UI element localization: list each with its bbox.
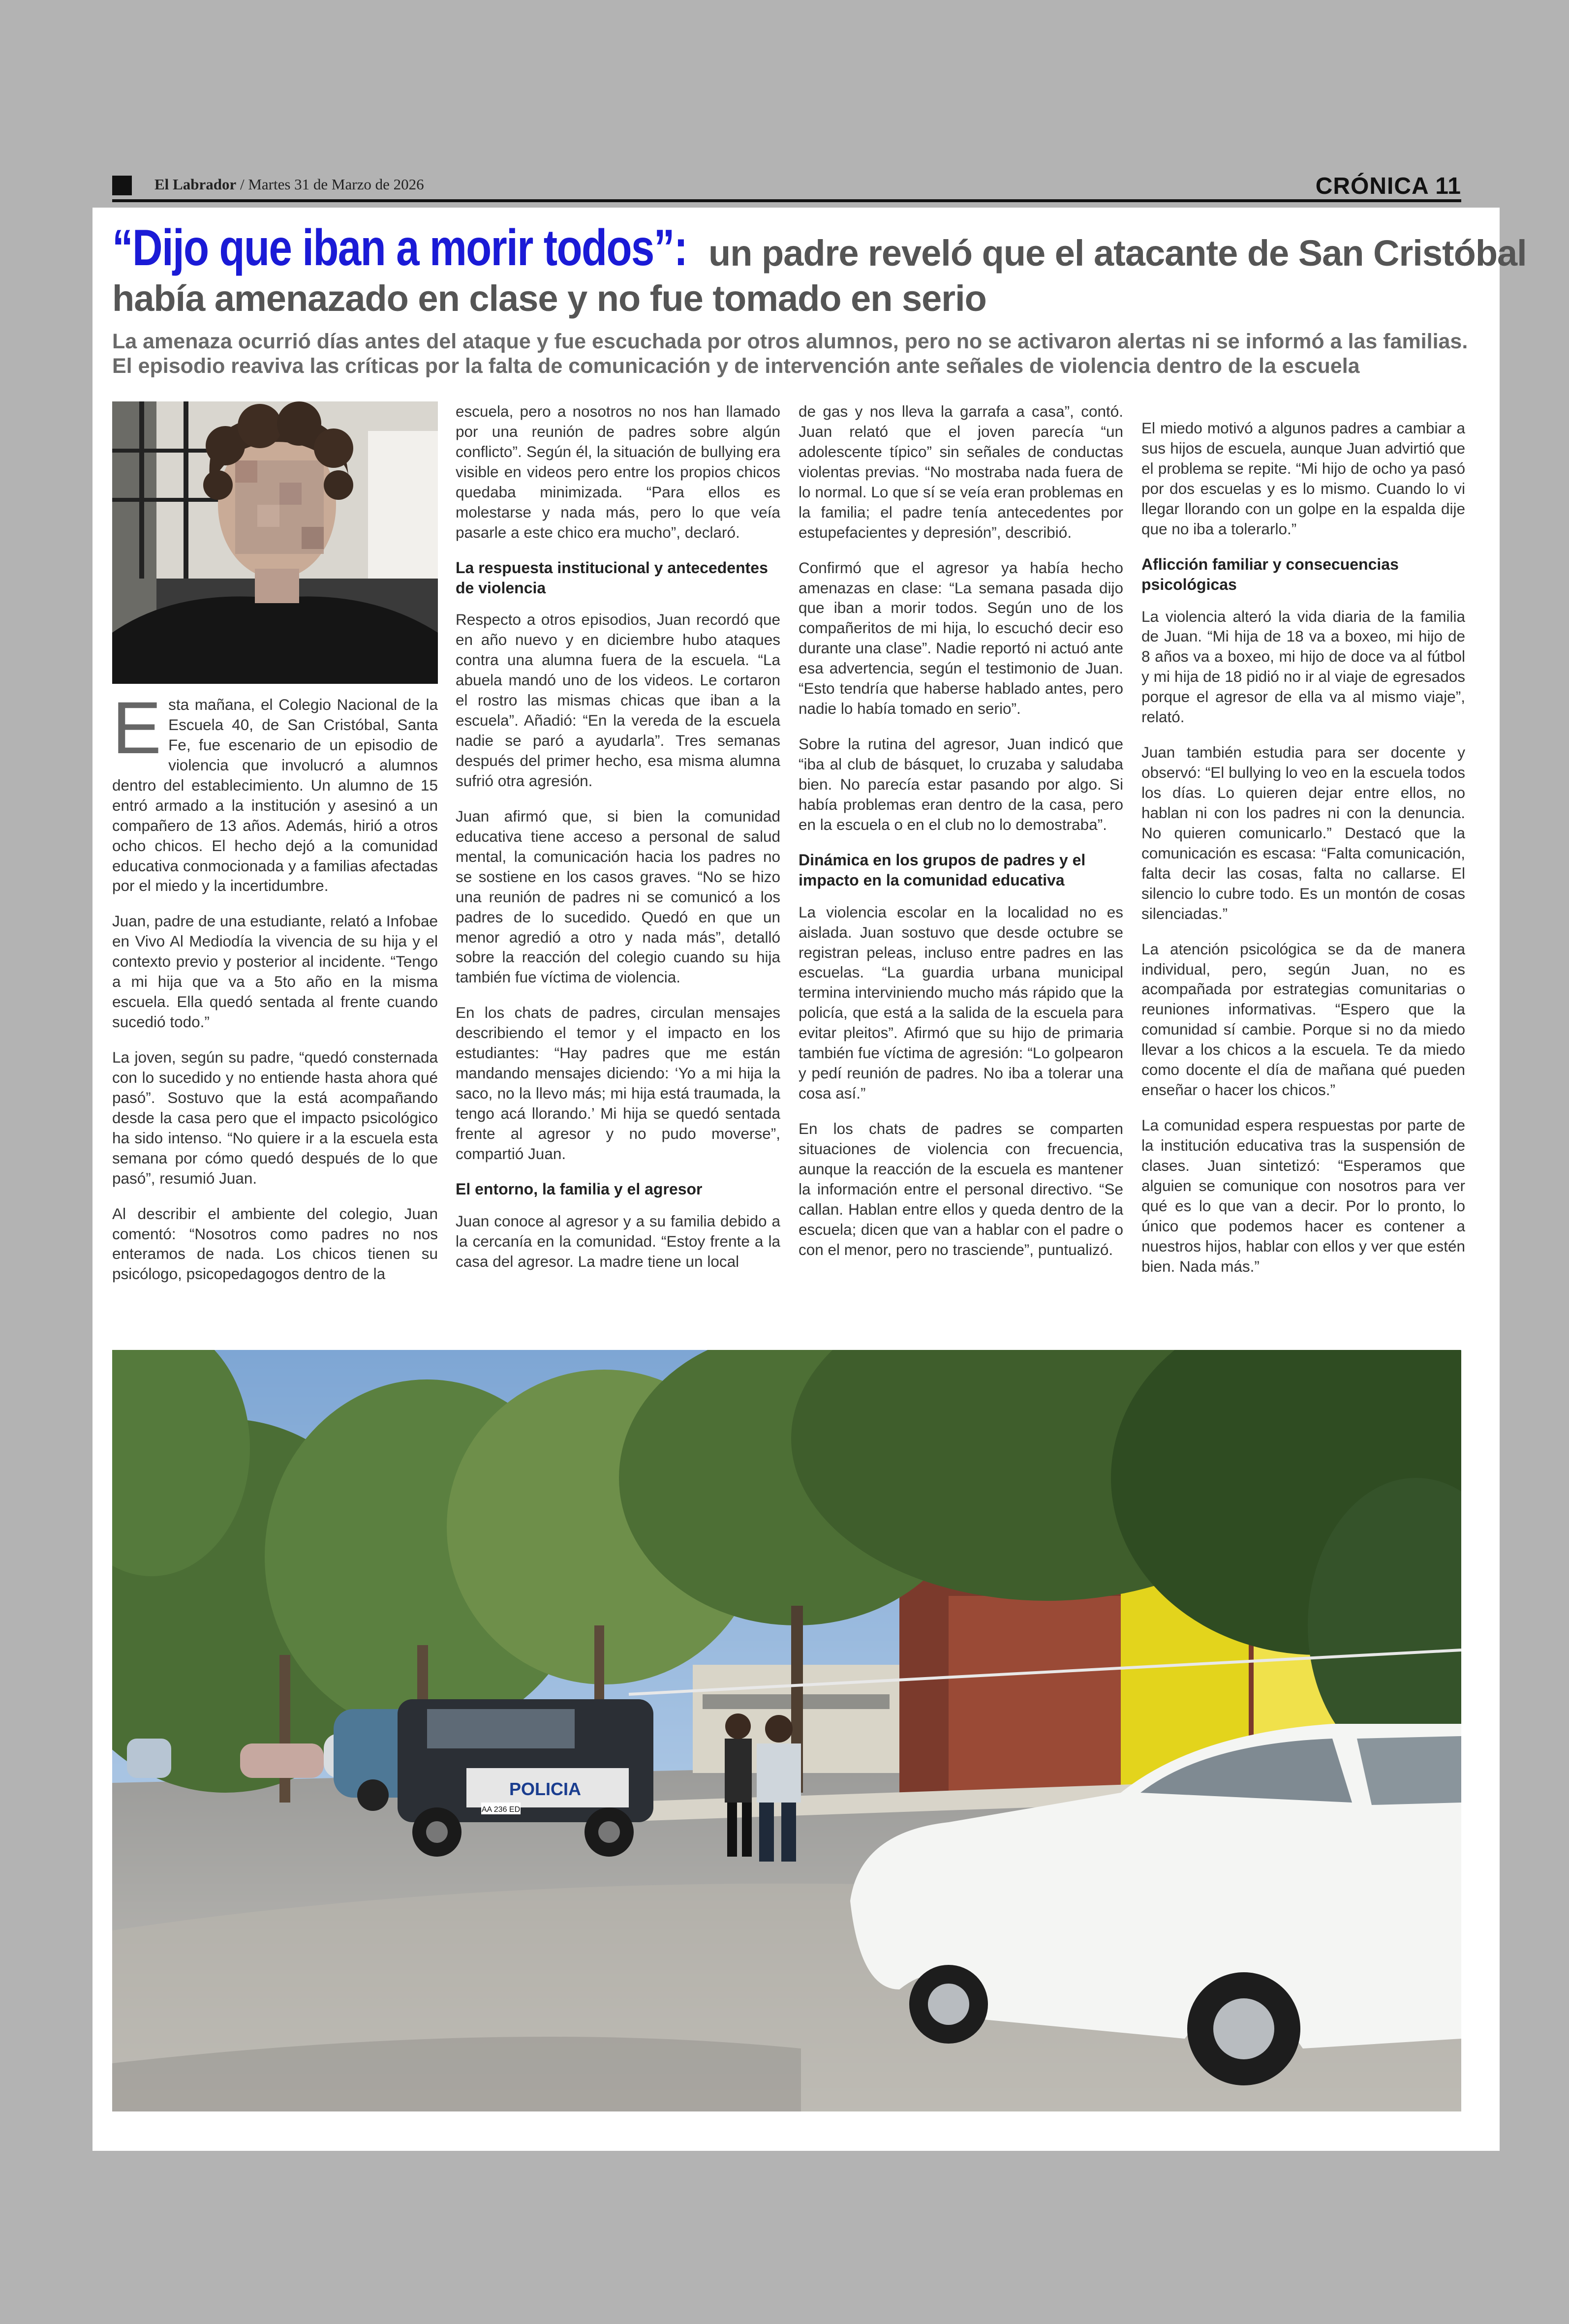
paragraph: El miedo motivó a algunos padres a cambiar a sus hijos de escuela, aunque Juan advirtió que el problema se repite. “Mi hijo de ocho ya pasó por dos escuelas y es lo mismo. Cuando lo vi llegar llorando con un golpe en la espalda dije que no iba a tolerarlo.”	[1141, 419, 1465, 538]
portrait-image	[112, 401, 438, 684]
paragraph: Respecto a otros episodios, Juan recordó que en año nuevo y en diciembre hubo ataques contra una alumna fuera de la escuela. “La abuela mandó uno de los videos. Le cortaron el rostro las mismas chicas que iban a la escuela”. Añadió: “En la vereda de la escuela nadie se paró a ayudarla”. Tres semanas después del primer hecho, esa misma alumna sufrió otra agresión.	[456, 611, 780, 790]
paragraph: En los chats de padres, circulan mensajes describiendo el temor y el impacto en los estudiantes: “Hay padres que me están mandando mensajes diciendo: ‘Yo a mi hija la saco, no la llevo más; mi hija está traumada, la tengo acá llorando.’ Mi hija se quedó sentada frente al agresor y no pudo moverse”, compartió Juan.	[456, 1004, 780, 1162]
page	[92, 208, 1527, 2151]
headline-rest-1: un padre reveló que el atacante de San Cristóbal	[708, 233, 1527, 274]
paragraph: de gas y nos lleva la garrafa a casa”, contó. Juan relató que el joven parecía “un adolescente típico” sin señales de conductas violentas previas. “No mostraba nada fuera de lo normal. Lo que sí se veía eran problemas en la familia; el padre tenía antecedentes por estupefacientes y depresión”, describió.	[799, 402, 1123, 541]
subheading: El entorno, la familia y el agresor	[456, 1180, 703, 1198]
paragraph: Sobre la rutina del agresor, Juan indicó que “iba al club de básquet, lo cruzaba y saludaba bien. No parecía estar pasando por algo. Si había problemas eran dentro de la casa, pero en la escuela o en el club no lo demostraba”.	[799, 735, 1123, 833]
paragraph: Juan conoce al agresor y a su familia debido a la cercanía en la comunidad. “Estoy frente a la casa del agresor. La madre tiene un local	[456, 1212, 780, 1270]
license-plate: AA 236 ED	[481, 1805, 521, 1814]
street-scene-photo	[112, 1350, 1461, 2111]
article-column-4	[1141, 418, 1465, 1292]
headline-rest-2: había amenazado en clase y no fue tomado en serio	[112, 278, 986, 319]
subheading: Aflicción familiar y consecuencias psicológicas	[1141, 555, 1399, 593]
headline-line-1	[112, 219, 1527, 276]
paragraph: En los chats de padres se comparten situaciones de violencia con frecuencia, aunque la reacción de la escuela es mantener la información entre el personal directivo. “Se callan. Hablan entre ellos y queda dentro de la escuela; dicen que van a hablar con el padre o con el menor, pero no trasciende”, puntualizó.	[799, 1120, 1123, 1258]
paragraph: Al describir el ambiente del colegio, Juan comentó: “Nosotros como padres no nos enteramos de nada. Los chicos tienen su psicólogo, psicopedagogos dentro de la	[112, 1204, 438, 1283]
paragraph: escuela, pero a nosotros no nos han llamado por una reunión de padres sobre algún conflicto”. Según él, la situación de bullying era visible en videos pero entre los propios chicos quedaba minimizada. “Para ellos es molestarse y nada más, pero lo que veía pasarle a este chico era mucho”, declaró.	[456, 402, 780, 541]
article-column-2	[456, 401, 780, 1287]
article-column-1	[112, 686, 438, 1299]
masthead	[112, 170, 1461, 202]
drop-cap: E	[112, 686, 162, 769]
section-page-number: CRÓNICA 11	[1315, 173, 1461, 199]
paragraph: La joven, según su padre, “quedó consternada con lo sucedido y no entiende hasta ahora qué pasó”. Sostuvo que la está acompañando desde la casa pero que el impacto psicológico ha sido intenso. “No quiere ir a la escuela esta semana por cómo quedó después de lo que pasó”, resumió Juan.	[112, 1048, 438, 1187]
paragraph	[112, 686, 438, 896]
publication-line	[154, 176, 424, 193]
subheading: La respuesta institucional y antecedentes de violencia	[456, 558, 768, 597]
paragraph: Juan también estudia para ser docente y observó: “El bullying lo veo en la escuela todos los días. Lo quieren dejar entre ellos, no hablan ni con los padres ni con la denuncia. No quieren comunicarlo.” Destacó que la comunicación es escasa: “Falta comunicación, falta decir las cosas, falta no callarse. El silencio lo cubre todo. Es un montón de cosas silenciadas.”	[1141, 743, 1465, 922]
masthead-square-icon	[112, 176, 132, 195]
paragraph: La atención psicológica se da de manera individual, pero, según Juan, no es acompañada por estrategias comunitarias o reuniones informativas. “Espero que la comunidad sí cambie. Porque si no da miedo llevar a los chicos a la escuela. Te da miedo como docente el día de mañana qué pueden enseñar o hacer los chicos.”	[1141, 940, 1465, 1099]
paragraph: La violencia escolar en la localidad no es aislada. Juan sostuvo que desde octubre se registran peleas, incluso entre padres en las escuelas. “La guardia urbana municipal termina interviniendo mucho más rápido que la policía, que está a la salida de la escuela para evitar pleitos”. Afirmó que su hijo de primaria también fue víctima de agresión: “Lo golpearon y pedí reunión de padres. No iba a tolerar una cosa así.”	[799, 903, 1123, 1102]
paragraph: La violencia alteró la vida diaria de la familia de Juan. “Mi hija de 18 va a boxeo, mi hijo de 8 años va a boxeo, mi hijo de doce va al fútbol y mi hija de 18 pidió no ir al viaje de egresados porque el agresor de ella va al mismo viaje”, relató.	[1141, 607, 1465, 726]
paragraph: La comunidad espera respuestas por parte de la institución educativa tras la suspensión de clases. Juan sintetizó: “Esperamos que alguien se comunique con nosotros para ver qué es lo que van a decir. Por lo pronto, lo único que podemos hacer es contener a nuestros hijos, hablar con ellos y ver que estén bien. Nada más.”	[1141, 1116, 1465, 1275]
deck	[112, 330, 1470, 379]
article-column-3	[799, 401, 1123, 1275]
publication-name: El Labrador	[154, 176, 237, 193]
issue-date: / Martes 31 de Marzo de 2026	[240, 176, 424, 193]
deck-line-1: La amenaza ocurrió días antes del ataque y fue escuchada por otros alumnos, pero no se activaron alertas ni se informó a las familias.	[112, 330, 1468, 353]
paragraph: Confirmó que el agresor ya había hecho amenazas en clase: “La semana pasada dijo que iban a morir todos. Según uno de los compañeritos de mi hija, lo escuchó decir eso durante una clase”. Nadie reportó ni actuó ante esa advertencia, según el testimonio de Juan. “Esto tendría que haberse hablado antes, pero nadie lo había tomado en serio”.	[799, 558, 1123, 718]
paragraph: Juan, padre de una estudiante, relató a Infobae en Vivo Al Mediodía la vivencia de su hija y el contexto previo y posterior al incidente. “Tengo a mi hija que va a 5to año en la misma escuela. Ella quedó sentada al frente cuando sucedió todo.”	[112, 912, 438, 1031]
police-door-text: POLICIA	[509, 1779, 582, 1799]
headline	[112, 219, 1527, 319]
deck-line-2: El episodio reaviva las críticas por la falta de comunicación y de intervención ante señales de violencia dentro de la escuela	[112, 354, 1360, 378]
street-scene-image	[112, 1350, 1461, 2111]
subheading: Dinámica en los grupos de padres y el impacto en la comunidad educativa	[799, 851, 1086, 889]
portrait-photo	[112, 401, 438, 684]
paragraph-text: sta mañana, el Colegio Nacional de la Escuela 40, de San Cristóbal, Santa Fe, fue escenario de un episodio de violencia que involucró a alumnos dentro del establecimiento. Un alumno de 15 entró armado a la institución y asesinó a un compañero de 13 años. Además, hirió a otros ocho chicos. El hecho dejó a la comunidad educativa conmocionada y a familias afectadas por el miedo y la incertidumbre.	[112, 696, 438, 895]
headline-quote: “Dijo que iban a morir todos”:	[112, 219, 687, 276]
paragraph: Juan afirmó que, si bien la comunidad educativa tiene acceso a personal de salud mental, la comunicación hacia los padres no se sostiene en los casos graves. “No se hizo una reunión de padres ni se comunicó a los padres de lo sucedido. Quedó en que un menor agredió a otro y nada más”, detalló sobre la reacción del colegio cuando su hija también fue víctima de violencia.	[456, 807, 780, 986]
